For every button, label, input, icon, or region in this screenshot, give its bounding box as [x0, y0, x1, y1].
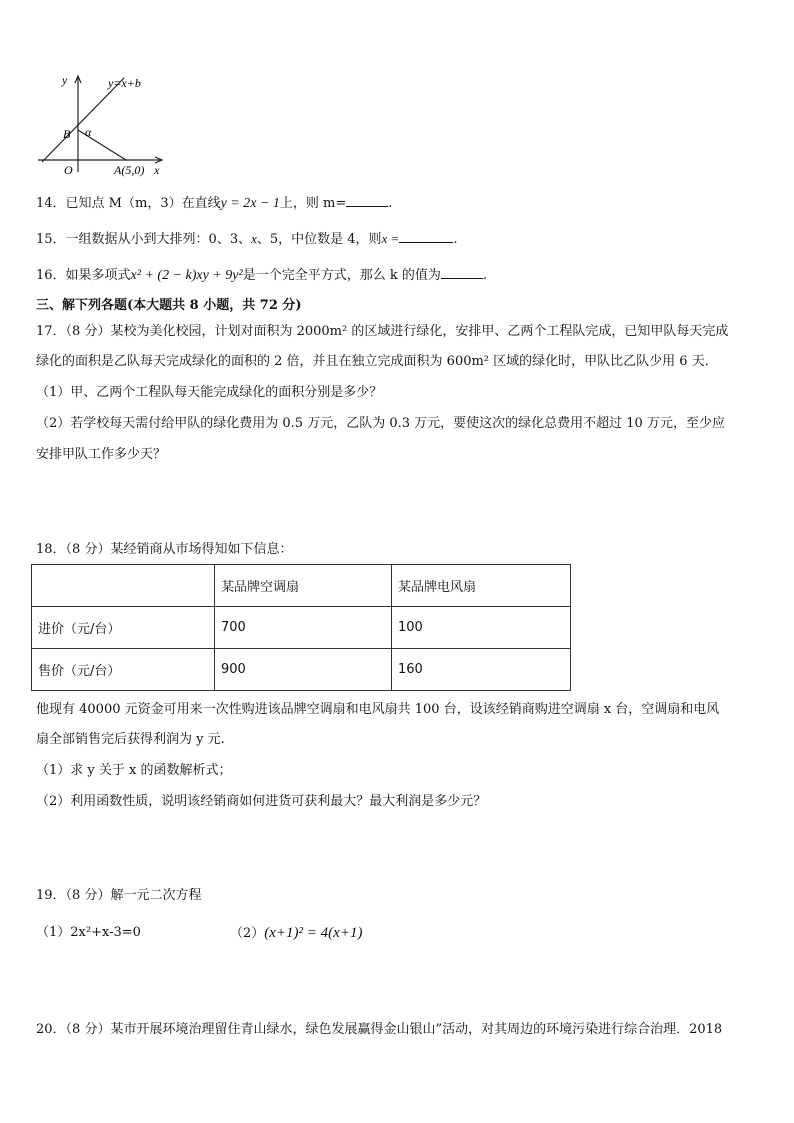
- section-3-heading: 三、解下列各题(本大题共 8 小题，共 72 分): [36, 298, 302, 313]
- price-table: [31, 564, 571, 691]
- q17-line-2: 绿化的面积是乙队每天完成绿化的面积的 2 倍，并且在独立完成面积为 600m² 区域的绿化时，甲队比乙队少用 6 天．: [36, 354, 718, 369]
- q14-prefix: 14．已知点 M（m，3）在直线: [36, 196, 221, 211]
- q15-var: x: [251, 231, 257, 246]
- graph-b-label: B: [63, 127, 71, 141]
- q15-var2: x =: [381, 231, 400, 246]
- coordinate-graph: [34, 70, 169, 182]
- table-cell: 900: [215, 649, 392, 691]
- table-cell: 100: [392, 607, 571, 649]
- table-cell: 进价（元/台）: [32, 607, 215, 649]
- q18-sub-2: （2）利用函数性质，说明该经销商如何进货可获利最大？最大利润是多少元？: [36, 794, 487, 809]
- q14-suffix: 上，则 m=: [279, 196, 347, 211]
- graph-angle-label: α: [85, 125, 92, 139]
- table-cell: 160: [392, 649, 571, 691]
- table-header-cell: [32, 565, 215, 607]
- q17-sub-2-cont: 安排甲队工作多少天？: [36, 447, 167, 462]
- q15-prefix: 15．一组数据从小到大排列：0、3、: [36, 232, 252, 247]
- table-cell: 售价（元/台）: [32, 649, 215, 691]
- q15-end: .: [453, 232, 458, 247]
- q19-sub-2-equation: (x+1)² = 4(x+1): [264, 925, 363, 941]
- q19-sub-1: （1）2x²+x-3=0: [36, 925, 141, 940]
- q16-prefix: 16．如果多项式: [36, 268, 131, 283]
- line-y-x-b: [42, 78, 124, 162]
- q15-answer-blank[interactable]: [399, 230, 453, 243]
- q16-suffix: 是一个完全平方式，那么 k 的值为: [242, 268, 441, 283]
- table-header-cell: 某品牌电风扇: [392, 565, 571, 607]
- table-cell: 700: [215, 607, 392, 649]
- graph-x-label: x: [154, 163, 160, 177]
- question-14: [36, 194, 392, 212]
- graph-a-label: A(5,0): [114, 163, 145, 177]
- graph-y-label: y: [62, 73, 68, 87]
- q19-sub-2: [230, 925, 362, 942]
- q17-sub-2: （2）若学校每天需付给甲队的绿化费用为 0.5 万元，乙队为 0.3 万元，要使这次的绿化总费用不超过 10 万元，至少应: [36, 416, 725, 431]
- q19-sub-2-label: （2）: [230, 926, 265, 941]
- q16-end: .: [482, 268, 487, 283]
- graph-line-label: y=x+b: [108, 76, 141, 90]
- q16-polynomial: x² + (2 − k)xy + 9y²: [130, 268, 243, 283]
- table-row: [32, 607, 571, 649]
- q15-middle: 、5，中位数是 4，则: [256, 232, 382, 247]
- q14-answer-blank[interactable]: [346, 194, 388, 207]
- q18-body-2: 扇全部销售完后获得利润为 y 元.: [36, 732, 225, 747]
- q17-sub-1: （1）甲、乙两个工程队每天能完成绿化的面积分别是多少？: [36, 385, 383, 400]
- table-row: [32, 649, 571, 691]
- question-16: [36, 266, 487, 284]
- q19-title: 19．（8 分）解一元二次方程: [36, 888, 202, 903]
- q18-sub-1: （1）求 y 关于 x 的函数解析式；: [36, 763, 232, 778]
- question-15: [36, 230, 458, 248]
- table-header-cell: 某品牌空调扇: [215, 565, 392, 607]
- q16-answer-blank[interactable]: [441, 266, 483, 279]
- q14-equation: y = 2x − 1: [220, 196, 280, 211]
- q18-body-1: 他现有 40000 元资金可用来一次性购进该品牌空调扇和电风扇共 100 台，设该经销商购进空调扇 x 台，空调扇和电风: [36, 702, 720, 717]
- q20-line-1: 20．（8 分）某市开展环境治理留住青山绿水，绿色发展赢得金山银山”活动，对其周边的环境污染进行综合治理．2018: [36, 1022, 723, 1037]
- graph-origin-label: O: [64, 163, 73, 177]
- q14-end: .: [388, 196, 393, 211]
- table-header-row: [32, 565, 571, 607]
- q18-intro: 18．（8 分）某经销商从市场得知如下信息：: [36, 542, 293, 557]
- q17-line-1: 17．（8 分）某校为美化校园，计划对面积为 2000m² 的区域进行绿化，安排甲、乙两个工程队完成，已知甲队每天完成: [36, 324, 729, 339]
